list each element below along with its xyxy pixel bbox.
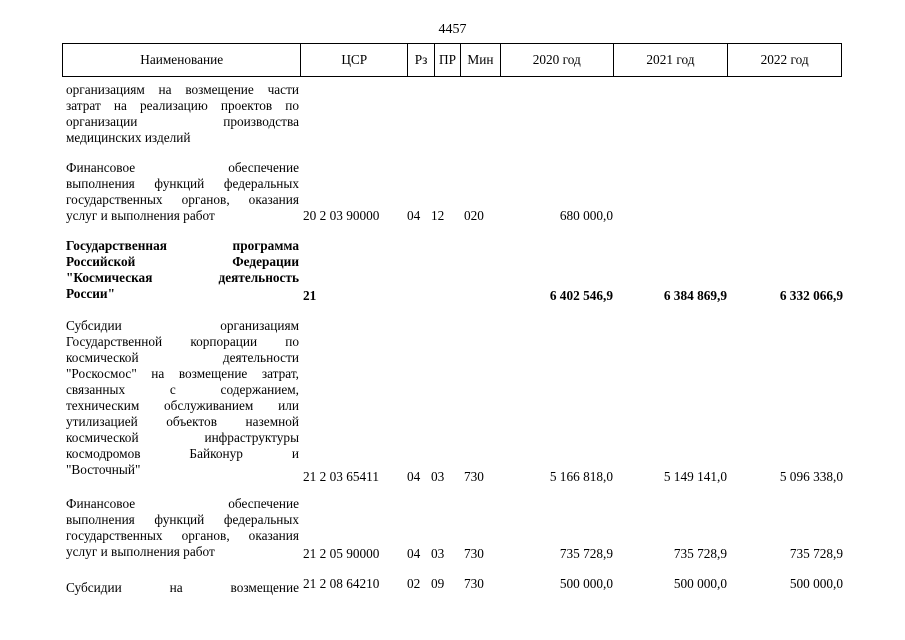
row-min: 730: [464, 469, 484, 484]
row-name-line: государственных органов, оказания: [66, 192, 299, 207]
row-name-line: Субсидии организациям: [66, 318, 299, 333]
row-name-line: Российской Федерации: [66, 254, 299, 269]
row-name-line: космической инфраструктуры: [66, 430, 299, 445]
row-name-line: организации производства: [66, 114, 299, 129]
row-name: [66, 496, 299, 560]
row-name-line: "Восточный": [66, 462, 141, 477]
row-name-line: Финансовое обеспечение: [66, 160, 299, 175]
row-pr: 03: [431, 546, 445, 561]
row-name-line: связанных с содержанием,: [66, 382, 299, 397]
header-min: Мин: [461, 44, 501, 76]
row-csr: 21 2 05 90000: [303, 546, 380, 561]
row-name-line: организациям на возмещение части: [66, 82, 299, 97]
row-2021: 500 000,0: [673, 576, 727, 591]
row-csr: 21 2 03 65411: [303, 469, 379, 484]
row-name-line: "Космическая деятельность: [66, 270, 299, 285]
header-pr: ПР: [435, 44, 461, 76]
row-name-line: космической деятельности: [66, 350, 299, 365]
row-csr: 21 2 08 64210: [303, 576, 380, 591]
row-pr: 03: [431, 469, 445, 484]
row-2020: 500 000,0: [559, 576, 613, 591]
row-2022: 735 728,9: [789, 546, 843, 561]
row-name: [66, 580, 299, 596]
row-name: [66, 160, 299, 224]
header-2022: 2022 год: [760, 52, 809, 67]
row-min: 730: [464, 546, 484, 561]
header-2021: 2021 год: [614, 44, 729, 76]
row-name-line: выполнения функций федеральных: [66, 512, 299, 527]
row-2022: 500 000,0: [789, 576, 843, 591]
row-2022: 6 332 066,9: [779, 288, 843, 303]
row-2022: 5 096 338,0: [779, 469, 843, 484]
row-name-line: Финансовое обеспечение: [66, 496, 299, 511]
row-pr: 12: [431, 208, 445, 223]
row-2020: 735 728,9: [559, 546, 613, 561]
row-name: [66, 318, 299, 478]
row-2020: 680 000,0: [559, 208, 613, 223]
row-rz: 04: [407, 208, 421, 223]
header-name: Наименование: [63, 44, 301, 76]
row-name-line: утилизацией объектов наземной: [66, 414, 299, 429]
row-name-line: Государственной корпорации по: [66, 334, 299, 349]
row-csr: 21: [303, 288, 317, 303]
row-name-line: космодромов Байконур и: [66, 446, 299, 461]
row-rz: 02: [407, 576, 421, 591]
row-rz: 04: [407, 546, 421, 561]
row-name-line: "Роскосмос" на возмещение затрат,: [66, 366, 299, 381]
row-2021: 6 384 869,9: [663, 288, 727, 303]
row-name-line: медицинских изделий: [66, 130, 191, 145]
row-name-line: России": [66, 286, 115, 301]
header-2020: 2020 год: [501, 44, 614, 76]
row-name-line: техническим обслуживанием или: [66, 398, 299, 413]
row-name: [66, 82, 299, 146]
row-name-line: услуг и выполнения работ: [66, 544, 215, 559]
header-csr: ЦСР: [301, 44, 408, 76]
row-2021: 735 728,9: [673, 546, 727, 561]
row-name-line: Субсидии на возмещение: [66, 580, 299, 595]
row-2020: 5 166 818,0: [549, 469, 613, 484]
row-name-line: услуг и выполнения работ: [66, 208, 215, 223]
row-2020: 6 402 546,9: [549, 288, 613, 303]
row-name-line: государственных органов, оказания: [66, 528, 299, 543]
row-2021: 5 149 141,0: [663, 469, 727, 484]
row-name-line: выполнения функций федеральных: [66, 176, 299, 191]
header-rz: Рз: [408, 44, 435, 76]
row-min: 730: [464, 576, 484, 591]
row-name-line: затрат на реализацию проектов по: [66, 98, 299, 113]
row-min: 020: [464, 208, 484, 223]
row-name: [66, 238, 299, 302]
row-csr: 20 2 03 90000: [303, 208, 380, 223]
row-rz: 04: [407, 469, 421, 484]
row-name-line: Государственная программа: [66, 238, 299, 253]
table-header: [62, 43, 842, 77]
page-number: 4457: [438, 22, 467, 37]
row-pr: 09: [431, 576, 445, 591]
